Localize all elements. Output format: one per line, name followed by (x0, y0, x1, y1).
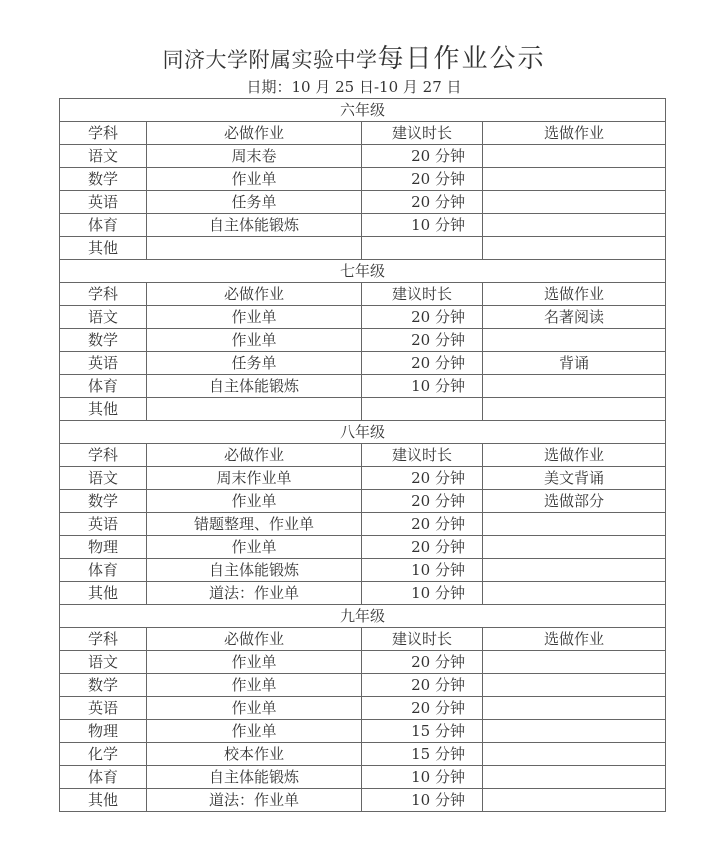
optional-homework-cell (483, 766, 666, 789)
table-row (60, 237, 666, 260)
duration-cell: 20 分钟 (362, 467, 483, 490)
duration-cell: 15 分钟 (362, 720, 483, 743)
table-row (60, 214, 666, 237)
required-homework-cell: 道法：作业单 (147, 789, 362, 812)
table-row (60, 490, 666, 513)
duration-cell: 20 分钟 (362, 651, 483, 674)
column-header-subject: 学科 (60, 122, 147, 145)
table-row (60, 168, 666, 191)
optional-homework-cell (483, 375, 666, 398)
optional-homework-cell (483, 398, 666, 421)
grade-title: 八年级 (60, 421, 666, 444)
grade-title: 六年级 (60, 99, 666, 122)
duration-cell (362, 237, 483, 260)
required-homework-cell: 作业单 (147, 651, 362, 674)
subject-cell: 其他 (60, 237, 147, 260)
duration-cell: 20 分钟 (362, 329, 483, 352)
required-homework-cell: 作业单 (147, 720, 362, 743)
optional-homework-cell: 名著阅读 (483, 306, 666, 329)
column-header-subject: 学科 (60, 628, 147, 651)
column-header-required: 必做作业 (147, 283, 362, 306)
column-header-duration: 建议时长 (362, 444, 483, 467)
table-row (60, 766, 666, 789)
column-header-duration: 建议时长 (362, 283, 483, 306)
column-header-row (60, 283, 666, 306)
optional-homework-cell (483, 237, 666, 260)
duration-cell (362, 398, 483, 421)
optional-homework-cell: 美文背诵 (483, 467, 666, 490)
subject-cell: 物理 (60, 720, 147, 743)
subject-cell: 英语 (60, 697, 147, 720)
optional-homework-cell (483, 674, 666, 697)
duration-cell: 10 分钟 (362, 789, 483, 812)
column-header-row (60, 122, 666, 145)
table-row (60, 306, 666, 329)
duration-cell: 20 分钟 (362, 352, 483, 375)
duration-cell: 10 分钟 (362, 582, 483, 605)
optional-homework-cell (483, 743, 666, 766)
date-range: 日期：10 月 25 日-10 月 27 日 (246, 78, 462, 96)
required-homework-cell: 作业单 (147, 329, 362, 352)
required-homework-cell: 自主体能锻炼 (147, 375, 362, 398)
subject-cell: 其他 (60, 398, 147, 421)
subject-cell: 语文 (60, 651, 147, 674)
column-header-row (60, 628, 666, 651)
page-title (0, 38, 708, 75)
required-homework-cell: 任务单 (147, 352, 362, 375)
optional-homework-cell (483, 145, 666, 168)
subject-cell: 语文 (60, 306, 147, 329)
table-row (60, 398, 666, 421)
table-row (60, 329, 666, 352)
table-row (60, 536, 666, 559)
subject-cell: 英语 (60, 191, 147, 214)
optional-homework-cell (483, 513, 666, 536)
homework-table (59, 98, 666, 812)
optional-homework-cell (483, 651, 666, 674)
subject-cell: 英语 (60, 352, 147, 375)
duration-cell: 20 分钟 (362, 674, 483, 697)
duration-cell: 10 分钟 (362, 766, 483, 789)
required-homework-cell: 周末卷 (147, 145, 362, 168)
table-row (60, 743, 666, 766)
subject-cell: 体育 (60, 766, 147, 789)
required-homework-cell: 任务单 (147, 191, 362, 214)
optional-homework-cell (483, 536, 666, 559)
optional-homework-cell (483, 720, 666, 743)
grade-header-row (60, 421, 666, 444)
table-row (60, 651, 666, 674)
table-row (60, 697, 666, 720)
duration-cell: 20 分钟 (362, 513, 483, 536)
column-header-optional: 选做作业 (483, 628, 666, 651)
notice-title: 每日作业公示 (377, 44, 546, 74)
table-row (60, 191, 666, 214)
column-header-duration: 建议时长 (362, 122, 483, 145)
required-homework-cell: 作业单 (147, 674, 362, 697)
optional-homework-cell (483, 329, 666, 352)
column-header-row (60, 444, 666, 467)
subject-cell: 语文 (60, 467, 147, 490)
optional-homework-cell (483, 582, 666, 605)
optional-homework-cell (483, 191, 666, 214)
duration-cell: 20 分钟 (362, 536, 483, 559)
subject-cell: 体育 (60, 214, 147, 237)
subject-cell: 其他 (60, 789, 147, 812)
required-homework-cell: 作业单 (147, 536, 362, 559)
grade-title: 七年级 (60, 260, 666, 283)
duration-cell: 20 分钟 (362, 145, 483, 168)
table-row (60, 674, 666, 697)
duration-cell: 20 分钟 (362, 191, 483, 214)
table-row (60, 559, 666, 582)
table-row (60, 513, 666, 536)
column-header-required: 必做作业 (147, 628, 362, 651)
duration-cell: 20 分钟 (362, 697, 483, 720)
required-homework-cell: 作业单 (147, 697, 362, 720)
required-homework-cell (147, 398, 362, 421)
column-header-subject: 学科 (60, 444, 147, 467)
required-homework-cell: 作业单 (147, 490, 362, 513)
duration-cell: 10 分钟 (362, 375, 483, 398)
subject-cell: 数学 (60, 674, 147, 697)
column-header-optional: 选做作业 (483, 444, 666, 467)
table-row (60, 352, 666, 375)
duration-cell: 20 分钟 (362, 490, 483, 513)
required-homework-cell: 作业单 (147, 306, 362, 329)
subject-cell: 数学 (60, 329, 147, 352)
required-homework-cell: 作业单 (147, 168, 362, 191)
optional-homework-cell (483, 697, 666, 720)
table-row (60, 789, 666, 812)
subject-cell: 物理 (60, 536, 147, 559)
required-homework-cell: 自主体能锻炼 (147, 214, 362, 237)
duration-cell: 15 分钟 (362, 743, 483, 766)
grade-title: 九年级 (60, 605, 666, 628)
grade-header-row (60, 260, 666, 283)
optional-homework-cell (483, 559, 666, 582)
column-header-required: 必做作业 (147, 444, 362, 467)
column-header-duration: 建议时长 (362, 628, 483, 651)
duration-cell: 20 分钟 (362, 306, 483, 329)
subject-cell: 体育 (60, 375, 147, 398)
optional-homework-cell (483, 789, 666, 812)
subject-cell: 数学 (60, 490, 147, 513)
column-header-optional: 选做作业 (483, 122, 666, 145)
table-row (60, 467, 666, 490)
required-homework-cell: 校本作业 (147, 743, 362, 766)
grade-header-row (60, 605, 666, 628)
required-homework-cell: 自主体能锻炼 (147, 559, 362, 582)
optional-homework-cell (483, 214, 666, 237)
column-header-subject: 学科 (60, 283, 147, 306)
subject-cell: 体育 (60, 559, 147, 582)
required-homework-cell (147, 237, 362, 260)
optional-homework-cell: 选做部分 (483, 490, 666, 513)
school-name: 同济大学附属实验中学 (162, 48, 378, 72)
table-row (60, 375, 666, 398)
duration-cell: 20 分钟 (362, 168, 483, 191)
subject-cell: 英语 (60, 513, 147, 536)
table-row (60, 145, 666, 168)
subject-cell: 化学 (60, 743, 147, 766)
required-homework-cell: 道法：作业单 (147, 582, 362, 605)
grade-header-row (60, 99, 666, 122)
column-header-required: 必做作业 (147, 122, 362, 145)
subject-cell: 语文 (60, 145, 147, 168)
required-homework-cell: 周末作业单 (147, 467, 362, 490)
duration-cell: 10 分钟 (362, 559, 483, 582)
optional-homework-cell: 背诵 (483, 352, 666, 375)
column-header-optional: 选做作业 (483, 283, 666, 306)
table-row (60, 582, 666, 605)
optional-homework-cell (483, 168, 666, 191)
required-homework-cell: 错题整理、作业单 (147, 513, 362, 536)
duration-cell: 10 分钟 (362, 214, 483, 237)
table-row (60, 720, 666, 743)
homework-table-body (60, 99, 666, 812)
subject-cell: 数学 (60, 168, 147, 191)
subject-cell: 其他 (60, 582, 147, 605)
required-homework-cell: 自主体能锻炼 (147, 766, 362, 789)
